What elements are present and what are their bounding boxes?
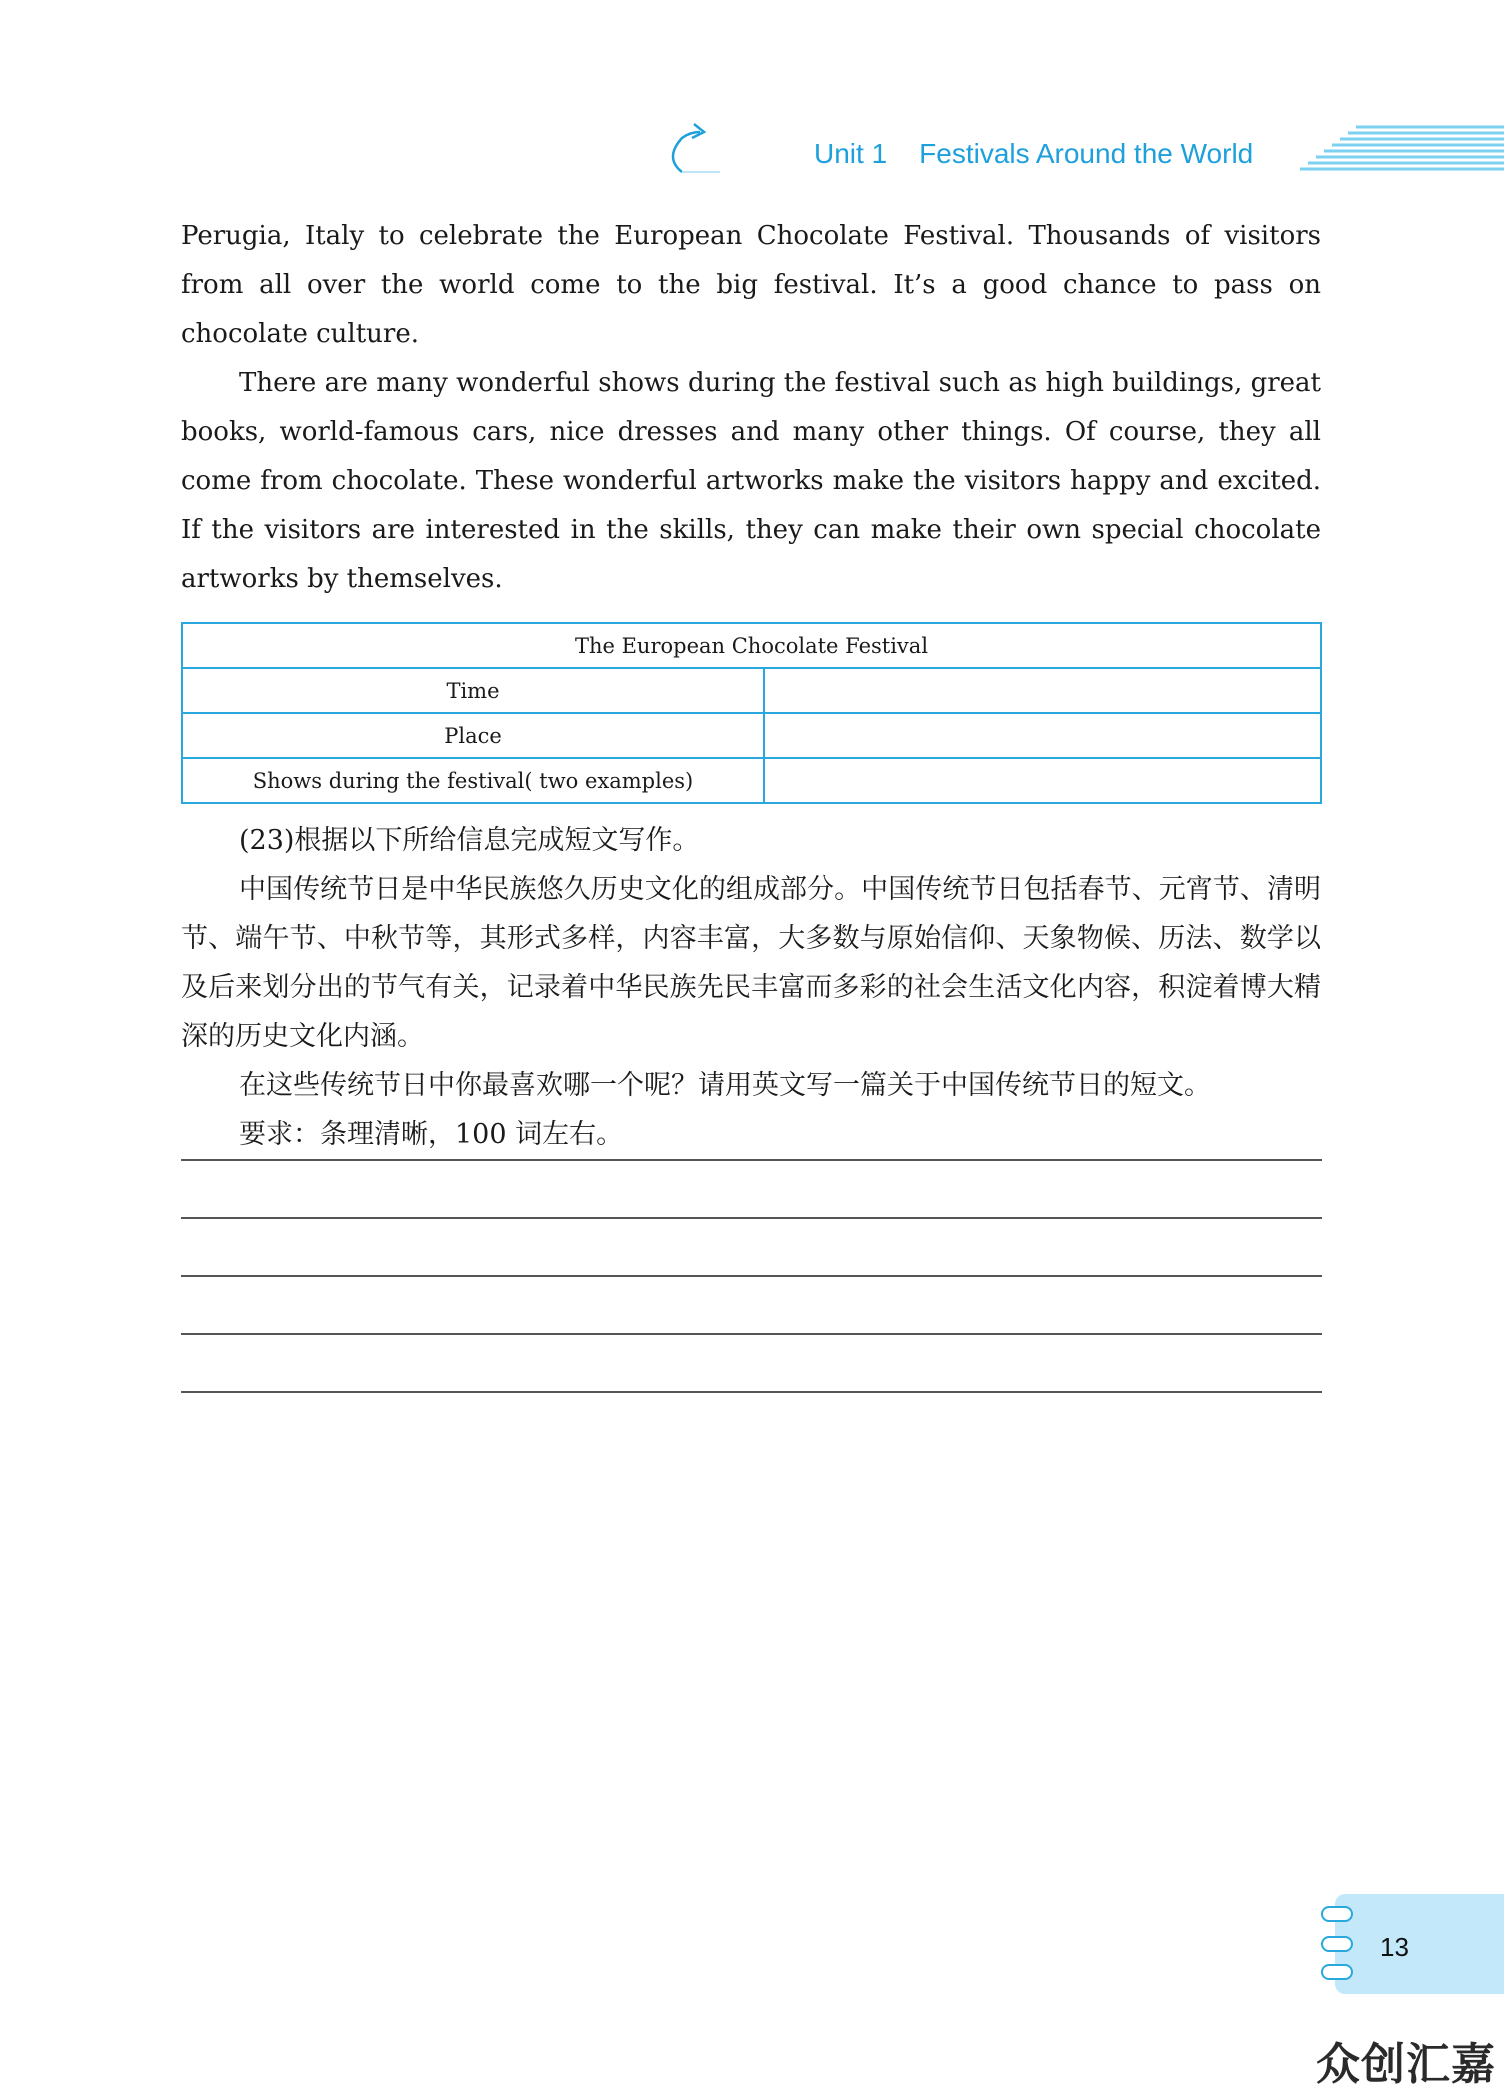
header-title (814, 138, 1253, 170)
table-row (182, 713, 1321, 758)
passage-paragraph-1: Perugia, Italy to celebrate the European Chocolate Festival. Thousands of visitors from all over the world come to the big festival. It’s a good chance to pass on chocolate culture. (181, 221, 1321, 349)
table-title-row (182, 623, 1321, 668)
answer-line[interactable] (181, 1219, 1322, 1277)
arrow-arc-icon (660, 118, 720, 178)
binder-ring-icon (1321, 1906, 1353, 1922)
page-content (181, 212, 1321, 1159)
answer-lines (181, 1103, 1322, 1393)
table-answer-shows[interactable] (764, 758, 1321, 803)
table-row (182, 668, 1321, 713)
table-label-place: Place (182, 713, 764, 758)
task-intro: 中国传统节日是中华民族悠久历史文化的组成部分。中国传统节日包括春节、元宵节、清明节、端午节、中秋节等，其形式多样，内容丰富，大多数与原始信仰、天象物候、历法、数学以及后来划分出的节气有关，记录着中华民族先民丰富而多彩的社会生活文化内容，积淀着博大精深的历史文化内涵。 (181, 874, 1321, 1052)
passage-paragraph-2: There are many wonderful shows during the festival such as high buildings, great books, world-famous cars, nice dresses and many other things. Of course, they all come from chocolate. These wonderful artworks make the visitors happy and excited. If the visitors are interested in the skills, they can make their own special chocolate artworks by themselves. (181, 368, 1321, 594)
page-number: 13 (1380, 1932, 1409, 1962)
answer-line[interactable] (181, 1335, 1322, 1393)
table-label-time: Time (182, 668, 764, 713)
header-unit: Unit 1 (814, 138, 888, 169)
task-heading: (23)根据以下所给信息完成短文写作。 (239, 825, 700, 856)
festival-table (181, 622, 1322, 804)
table-title: The European Chocolate Festival (182, 623, 1321, 668)
answer-line[interactable] (181, 1161, 1322, 1219)
table-row (182, 758, 1321, 803)
page-number-tab (1335, 1894, 1504, 1994)
watermark: 众创汇嘉 (1316, 2039, 1496, 2090)
table-answer-time[interactable] (764, 668, 1321, 713)
binder-ring-icon (1321, 1964, 1353, 1980)
task-question: 在这些传统节日中你最喜欢哪一个呢？请用英文写一篇关于中国传统节日的短文。 (239, 1070, 1211, 1101)
table-label-shows: Shows during the festival( two examples) (182, 758, 764, 803)
stripes-decoration (1294, 124, 1504, 176)
page-header (660, 118, 1504, 178)
answer-line[interactable] (181, 1277, 1322, 1335)
header-topic: Festivals Around the World (919, 138, 1254, 169)
binder-ring-icon (1321, 1936, 1353, 1952)
table-answer-place[interactable] (764, 713, 1321, 758)
task-requirement: 要求：条理清晰，100 词左右。 (239, 1119, 624, 1150)
answer-line[interactable] (181, 1103, 1322, 1161)
